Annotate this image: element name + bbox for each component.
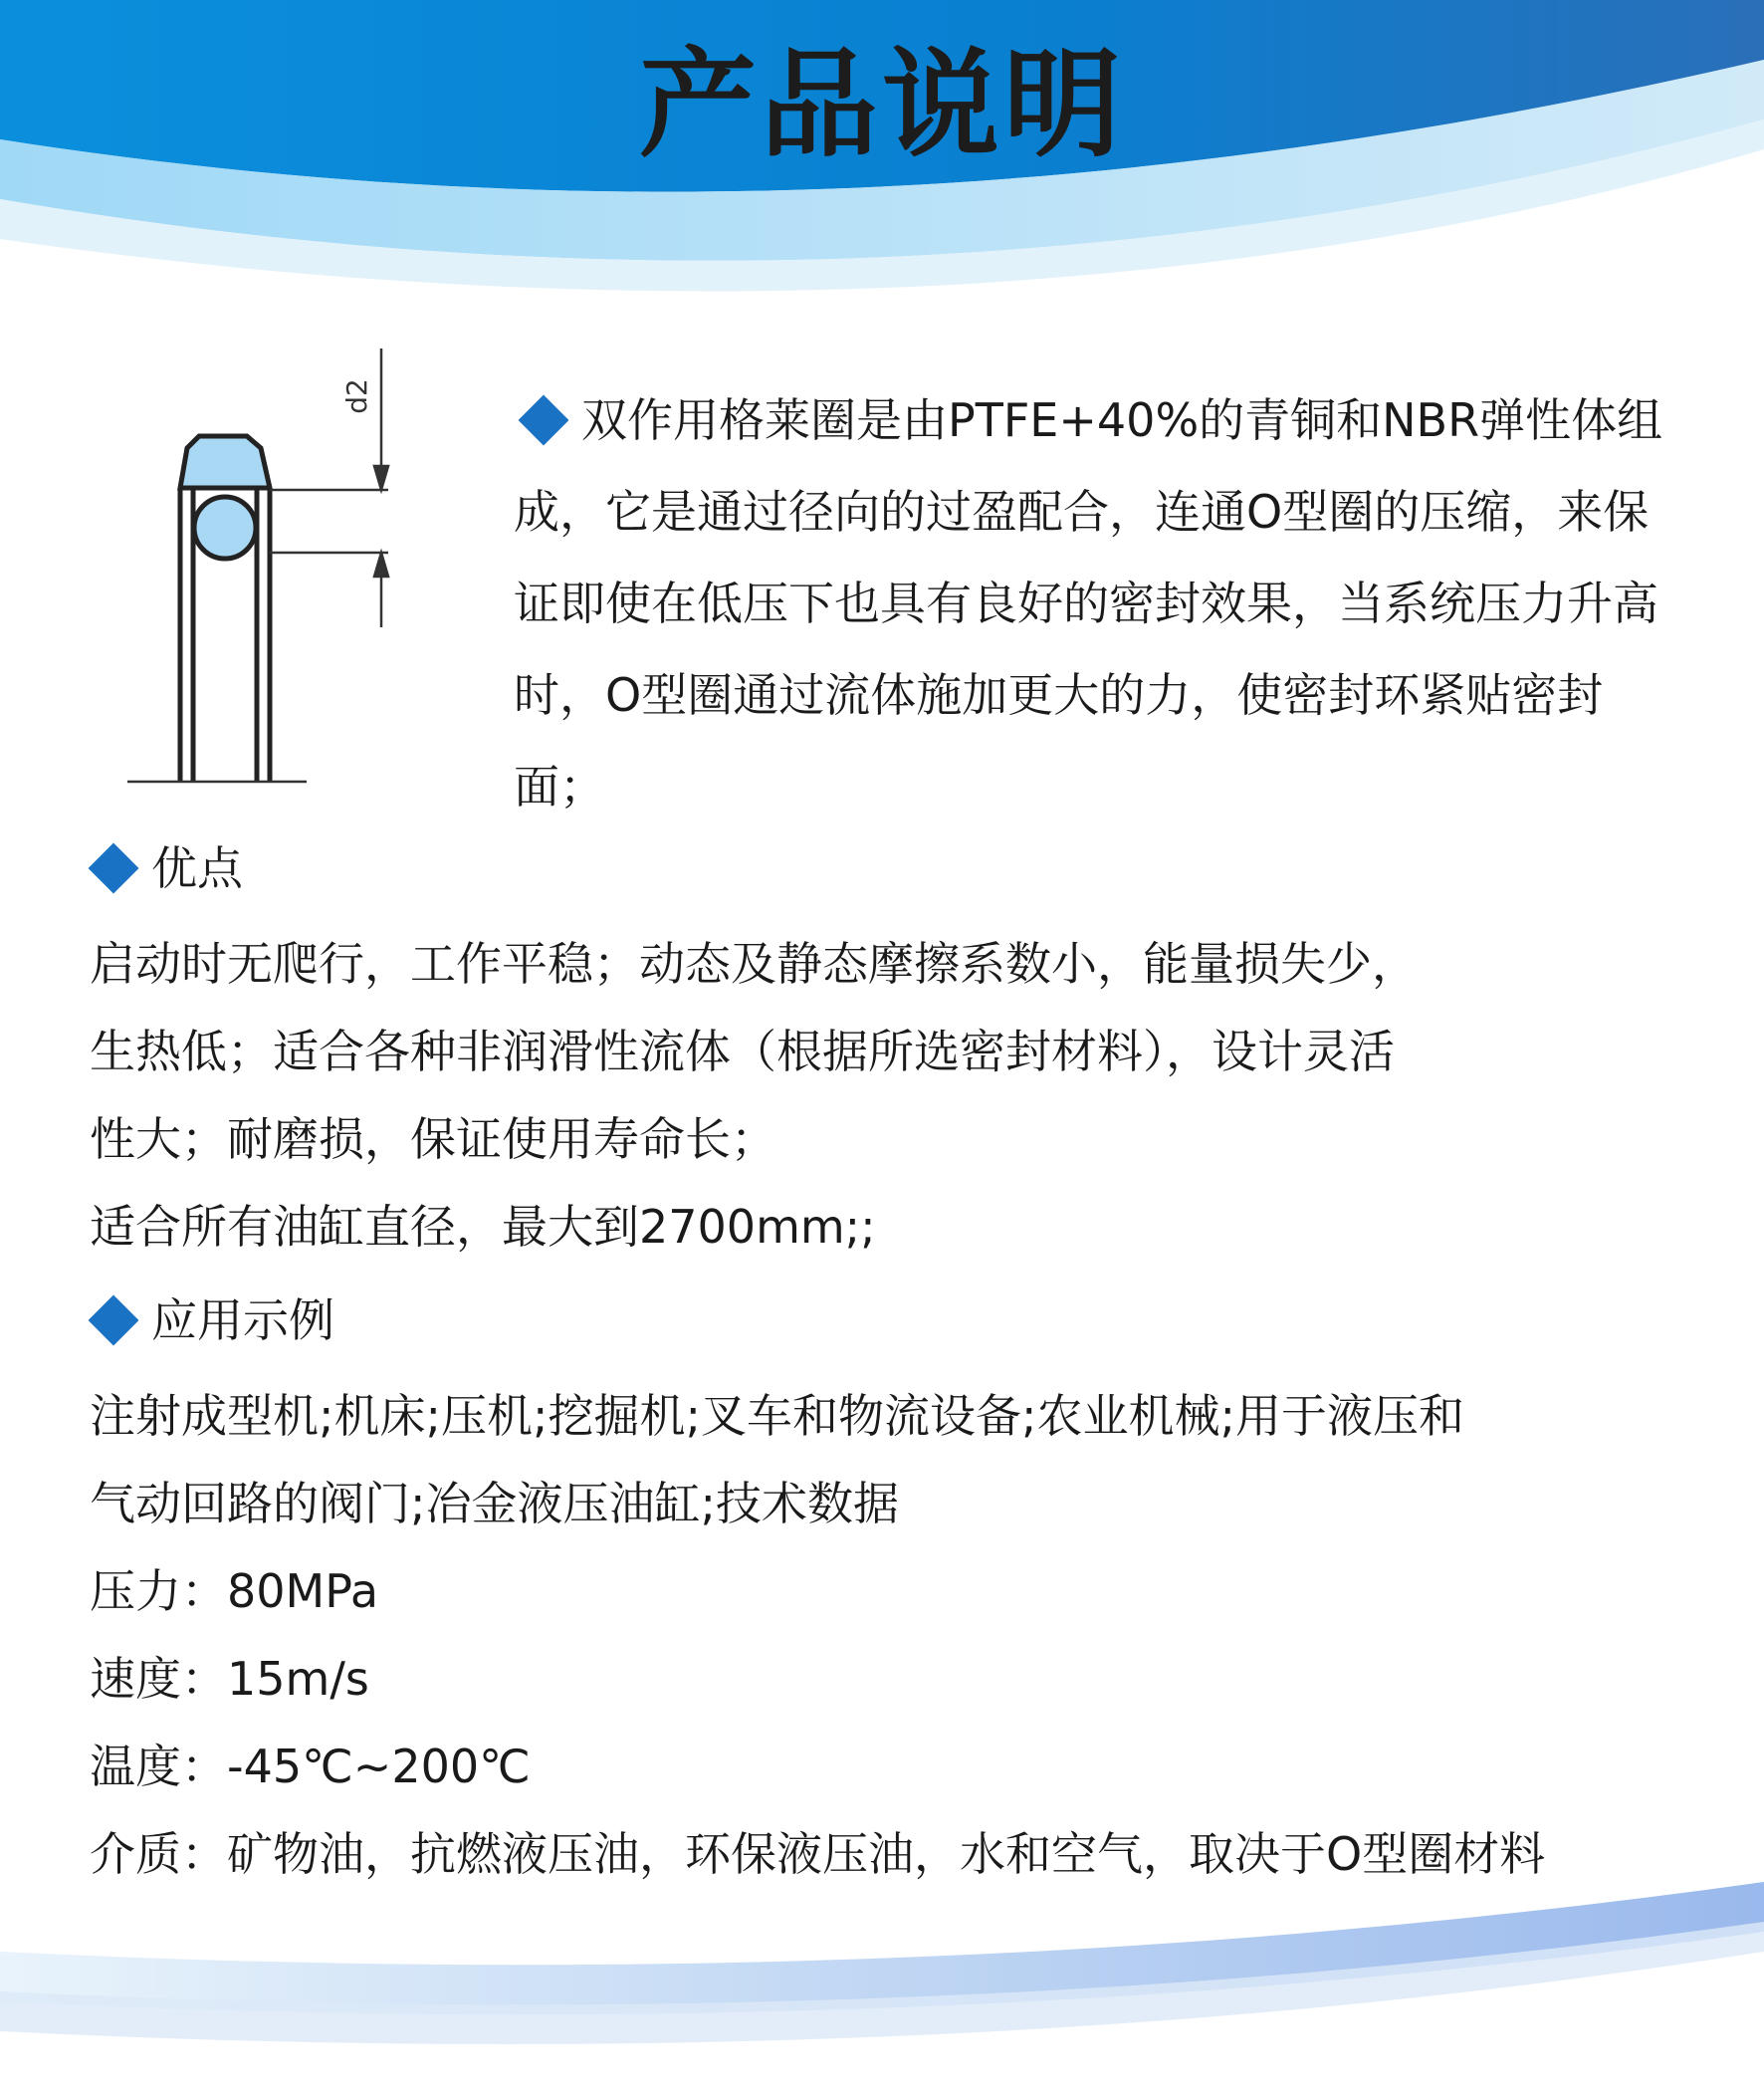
d2-label: d2	[340, 378, 373, 414]
applications-heading	[84, 1290, 334, 1350]
bullet-diamond-icon	[89, 842, 139, 893]
spec-temperature: 温度：-45℃~200℃	[90, 1740, 531, 1793]
text-line: 气动回路的阀门;冶金液压油缸;技术数据	[90, 1477, 899, 1530]
spec-media: 介质：矿物油，抗燃液压油，环保液压油，水和空气，取决于O型圈材料	[90, 1827, 1546, 1881]
spec-speed: 速度：15m/s	[90, 1652, 369, 1706]
intro-text: 双作用格莱圈是由PTFE+40%的青铜和NBR弹性体组成，它是通过径向的过盈配合，连通O型圈的压缩，来保证即使在低压下也具有良好的密封效果，当系统压力升高时，O型圈通过流体施加更大的力，使密封环紧贴密封面；	[514, 393, 1663, 814]
text-line: 适合所有油缸直径，最大到2700mm;;	[90, 1200, 876, 1254]
page-title: 产品说明	[638, 36, 1125, 173]
applications-heading-label: 应用示例	[151, 1293, 334, 1347]
text-line: 性大；耐磨损，保证使用寿命长；	[90, 1112, 776, 1166]
seal-cross-section-diagram	[117, 339, 416, 797]
spec-pressure: 压力：80MPa	[90, 1564, 379, 1618]
intro-paragraph	[514, 374, 1688, 832]
bullet-diamond-icon	[519, 394, 569, 445]
text-line: 注射成型机;机床;压机;挖掘机;叉车和物流设备;农业机械;用于液压和	[90, 1389, 1464, 1443]
footer-wave	[0, 1872, 1764, 2094]
text-line: 生热低；适合各种非润滑性流体（根据所选密封材料），设计灵活	[90, 1025, 1395, 1078]
advantages-heading-label: 优点	[151, 841, 243, 895]
advantages-heading	[84, 838, 243, 898]
ptfe-ring	[180, 436, 270, 488]
bullet-diamond-icon	[89, 1294, 139, 1345]
advantages-text	[90, 920, 1702, 1271]
applications-text	[90, 1372, 1702, 1898]
o-ring	[194, 497, 256, 559]
text-line: 启动时无爬行，工作平稳；动态及静态摩擦系数小，能量损失少，	[90, 937, 1418, 991]
